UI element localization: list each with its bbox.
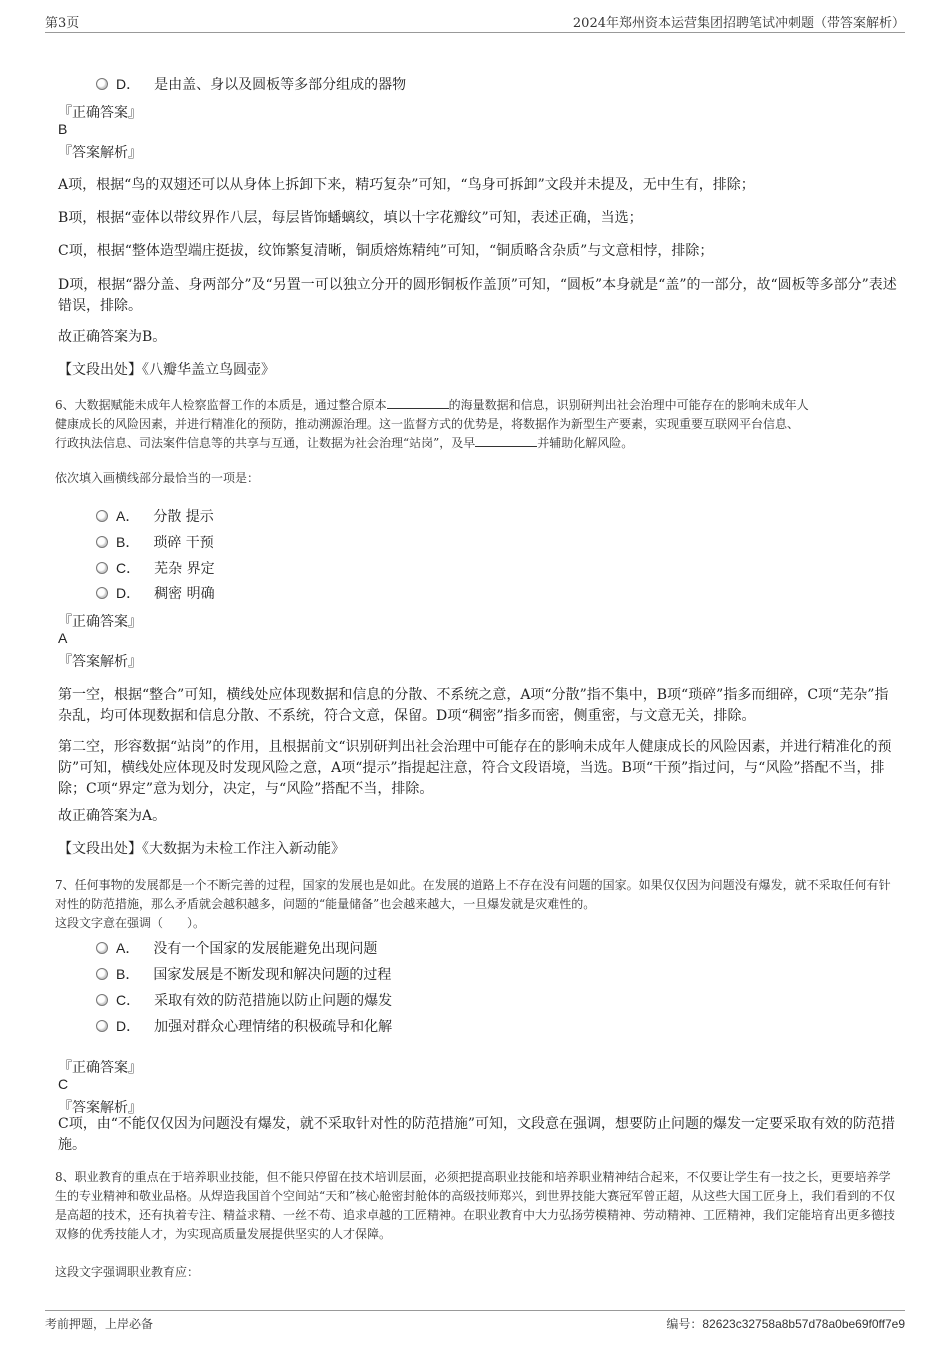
q6-prompt: 依次填入画横线部分最恰当的一项是： <box>55 471 260 485</box>
blank-2 <box>475 434 537 447</box>
q7-analysis: C项，由“不能仅仅因为问题没有爆发，就不采取针对性的防范措施”可知，文段意在强调，想要防止问题的爆发一定要采取有效的防范措施。 <box>58 1116 896 1153</box>
page-footer <box>45 1310 905 1341</box>
radio-icon[interactable] <box>96 587 108 599</box>
q7-analysis-label: 『答案解析』 <box>58 1100 142 1116</box>
q6-answer-label: 『正确答案』 <box>58 614 142 630</box>
q7-option-b[interactable]: B． 国家发展是不断发现和解决问题的过程 <box>96 964 391 984</box>
q5-source: 【文段出处】《八瓣华盖立鸟圆壶》 <box>58 362 275 378</box>
radio-icon[interactable] <box>96 968 108 980</box>
q6-option-a[interactable]: A． 分散 提示 <box>96 506 214 526</box>
radio-icon[interactable] <box>96 78 108 90</box>
q6-answer: A <box>58 630 68 646</box>
radio-icon[interactable] <box>96 942 108 954</box>
q6-option-c[interactable]: C． 芜杂 界定 <box>96 558 215 578</box>
q7-option-d[interactable]: D． 加强对群众心理情绪的积极疏导和化解 <box>96 1016 392 1036</box>
q7-option-c[interactable]: C． 采取有效的防范措施以防止问题的爆发 <box>96 990 392 1010</box>
q5-analysis-d: D项，根据“器分盖、身两部分”及“另置一可以独立分开的圆形铜板作盖顶”可知，“圆板”本身就是“盖”的一部分，故“圆板等多部分”表述错误，排除。 <box>58 277 897 314</box>
q7-option-a[interactable]: A． 没有一个国家的发展能避免出现问题 <box>96 938 377 958</box>
q6-option-b[interactable]: B． 琐碎 干预 <box>96 532 214 552</box>
footer-slogan: 考前押题，上岸必备 <box>45 1317 154 1331</box>
q7-prompt: 这段文字意在强调（ ）。 <box>55 916 206 930</box>
document-title: 2024年郑州资本运营集团招聘笔试冲刺题（带答案解析） <box>572 16 905 31</box>
q7-answer: C <box>58 1076 69 1092</box>
radio-icon[interactable] <box>96 536 108 548</box>
q8-stem: 8、职业教育的重点在于培养职业技能，但不能只停留在技术培训层面，必须把提高职业技能和培养职业精神结合起来，不仅要让学生有一技之长，更要培养学生的专业精神和敬业品格。从焊造我国首个空间站“天和”核心舱密封舱体的高级技师郑兴，到世界技能大赛冠军曾正超，从这些大国工匠身上，我们看到的不仅是高超的技术，还有执着专注、精益求精、一丝不苟、追求卓越的工匠精神。在职业教育中大力弘扬劳模精神、劳动精神、工匠精神，我们定能培育出更多德技双修的优秀技能人才，为实现高质量发展提供坚实的人才保障。 <box>55 1170 896 1241</box>
q5-analysis-label: 『答案解析』 <box>58 145 142 161</box>
q7-answer-label: 『正确答案』 <box>58 1060 142 1076</box>
q5-conclusion: 故正确答案为B。 <box>58 329 167 345</box>
q5-analysis-b: B项，根据“壶体以带纹界作八层，每层皆饰蟠螭纹，填以十字花瓣纹”可知，表述正确，当选； <box>58 210 643 226</box>
q6-analysis-2: 第二空，形容数据“站岗”的作用，且根据前文“识别研判出社会治理中可能存在的影响未成年人健康成长的风险因素，并进行精准化的预防”可知，横线处应体现及时发现风险之意，A项“提示”指提起注意，符合文段语境，当选。B项“干预”指过问，与“风险”搭配不当，排除；C项“界定”意为划分，决定，与“风险”搭配不当，排除。 <box>58 739 892 797</box>
radio-icon[interactable] <box>96 562 108 574</box>
q6-analysis-1: 第一空，根据“整合”可知，横线处应体现数据和信息的分散、不系统之意，A项“分散”指不集中，B项“琐碎”指多而细碎，C项“芜杂”指杂乱，均可体现数据和信息分散、不系统，符合文意，保留。D项“稠密”指多而密，侧重密，与文意无关，排除。 <box>58 687 889 724</box>
q5-answer: B <box>58 121 68 137</box>
q6-stem: 6、大数据赋能未成年人检察监督工作的本质是，通过整合原本 的海量数据和信息，识别研判出社会治理中可能存在的影响未成年人 健康成长的风险因素，并进行精准化的预防，推动溯源治理。这一监督方式的优势是，将数据作为新型生产要素，实现重要互联网平台信息、 行政执法信息、司法案件信息等的共享与互通，让数据为社会治理“站岗”，及早 并辅助化解风险。 <box>55 398 809 450</box>
q5-answer-label: 『正确答案』 <box>58 105 142 121</box>
q6-source: 【文段出处】《大数据为未检工作注入新动能》 <box>58 841 345 857</box>
page-header <box>45 10 905 33</box>
q6-option-d[interactable]: D． 稠密 明确 <box>96 583 215 603</box>
q6-analysis-label: 『答案解析』 <box>58 654 142 670</box>
q5-option-d[interactable]: D． 是由盖、身以及圆板等多部分组成的器物 <box>96 74 406 94</box>
blank-1 <box>387 396 449 409</box>
radio-icon[interactable] <box>96 510 108 522</box>
q5-analysis-a: A项，根据“鸟的双翅还可以从身体上拆卸下来，精巧复杂”可知，“鸟身可拆卸”文段并未提及，无中生有，排除； <box>58 177 755 193</box>
radio-icon[interactable] <box>96 1020 108 1032</box>
page-number: 第3页 <box>45 16 80 31</box>
document-id: 编号：82623c32758a8b57d78a0be69f0ff7e9 <box>666 1317 905 1331</box>
q5-analysis-c: C项，根据“整体造型端庄挺拔，纹饰繁复清晰，铜质熔炼精纯”可知，“铜质略含杂质”与文意相悖，排除； <box>58 243 714 259</box>
q6-conclusion: 故正确答案为A。 <box>58 808 167 824</box>
q8-prompt: 这段文字强调职业教育应： <box>55 1265 200 1279</box>
radio-icon[interactable] <box>96 994 108 1006</box>
q7-stem: 7、任何事物的发展都是一个不断完善的过程，国家的发展也是如此。在发展的道路上不存在没有问题的国家。如果仅仅因为问题没有爆发，就不采取任何有针对性的防范措施，那么矛盾就会越积越多，问题的“能量储备”也会越来越大，一旦爆发就是灾难性的。 <box>55 878 891 911</box>
